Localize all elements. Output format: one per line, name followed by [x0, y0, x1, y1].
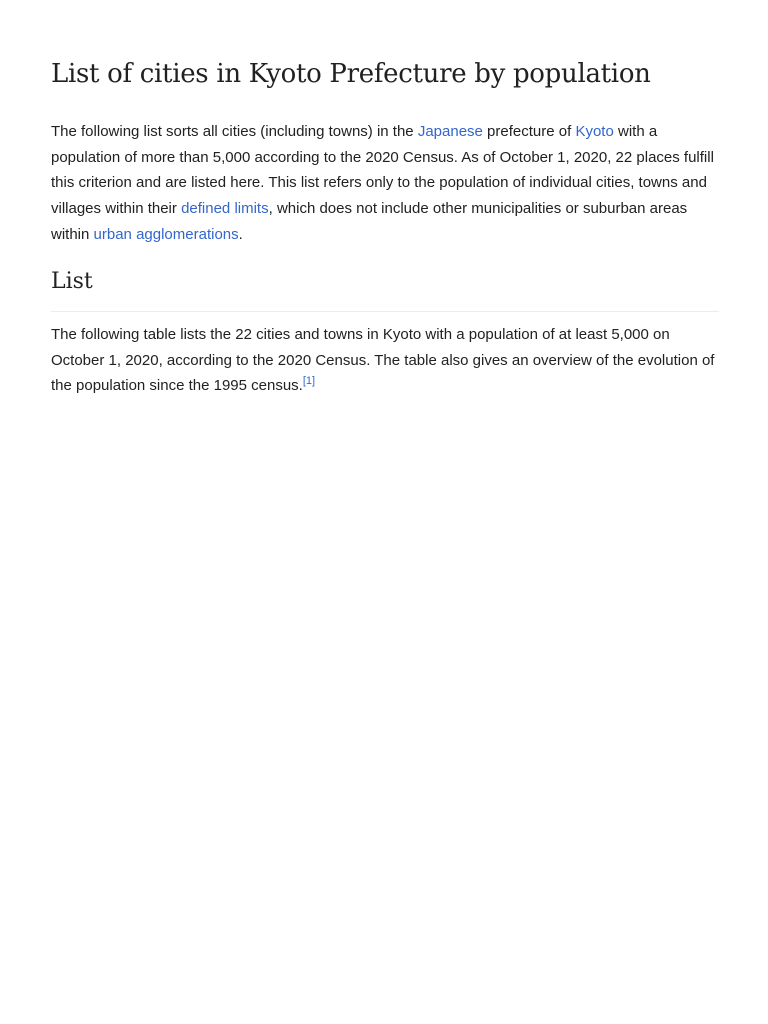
intro-text-3: with a population of more than 5,000 according to the 2020 Census. As of October 1, 2020, 22 places fulfill this criterion and are listed here. This list refers only to the population of individual cities, towns and villages within their — [51, 123, 714, 218]
link-urban-agglomerations[interactable]: urban agglomerations — [93, 225, 239, 243]
page-title: List of cities in Kyoto Prefecture by population — [51, 59, 651, 89]
intro-text-5: . — [238, 225, 243, 243]
intro-paragraph — [51, 119, 719, 248]
section-heading-list: List — [51, 269, 93, 294]
intro-text-1: The following list sorts all cities (including towns) in the — [51, 123, 418, 140]
section-divider — [51, 311, 719, 312]
list-paragraph-text: The following table lists the 22 cities and towns in Kyoto with a population of at least 5,000 on October 1, 2020, according to the 2020 Census. The table also gives an overview of the evolution of the population since the 1995 census. — [51, 326, 715, 395]
intro-text-4: , which does not include other municipalities or suburban areas within — [51, 200, 688, 243]
link-defined-limits[interactable]: defined limits — [181, 200, 269, 218]
reference-link-1[interactable]: [1] — [302, 375, 316, 388]
intro-text-2: prefecture of — [482, 123, 576, 140]
list-paragraph — [51, 322, 719, 399]
link-kyoto[interactable]: Kyoto — [575, 123, 614, 140]
link-japanese[interactable]: Japanese — [417, 123, 483, 140]
